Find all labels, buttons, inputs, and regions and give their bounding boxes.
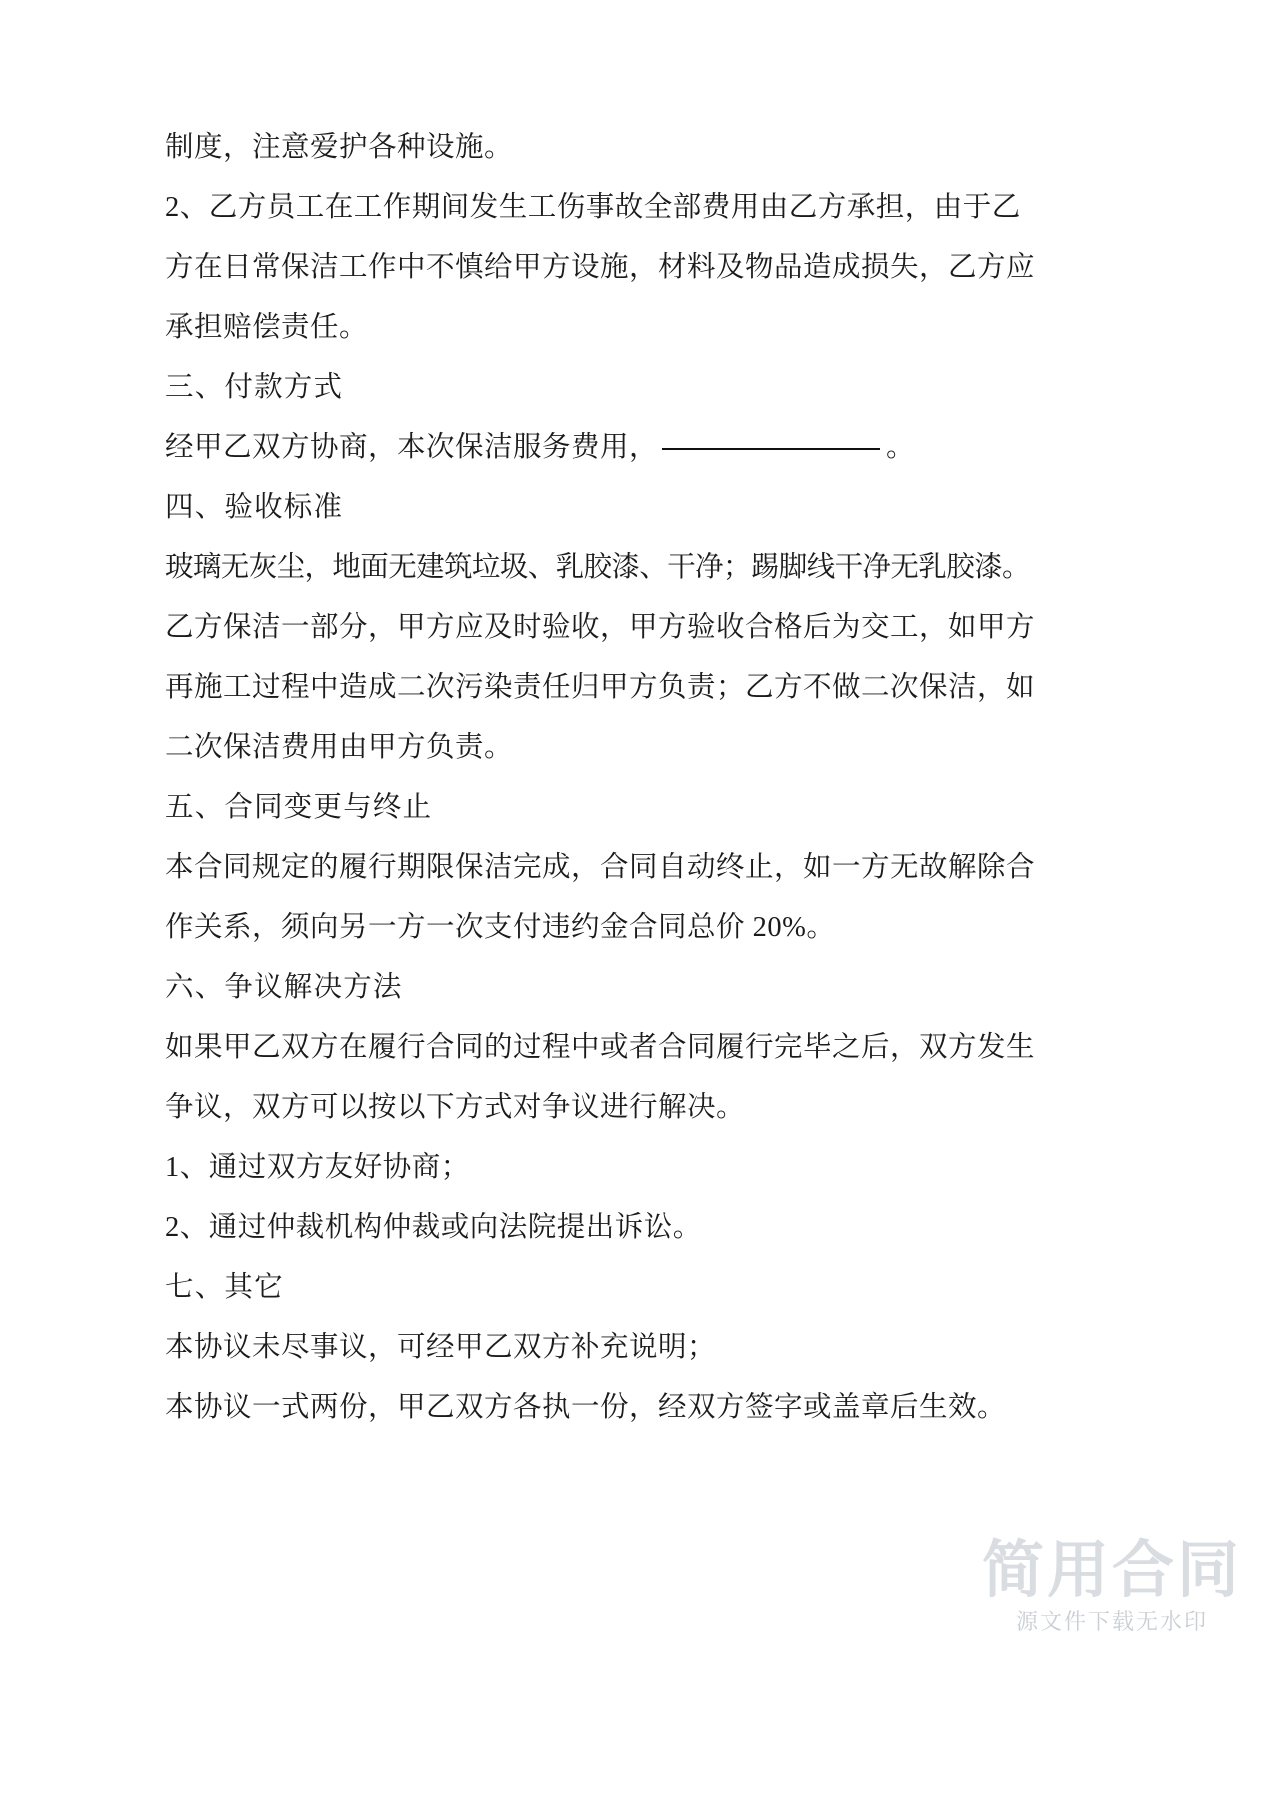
acceptance-line: 二次保洁费用由甲方负责。: [165, 732, 514, 763]
modification-line: 作关系，须向另一方一次支付违约金合同总价 20%。: [165, 912, 836, 943]
watermark: [981, 1533, 1242, 1638]
body-line: 方在日常保洁工作中不慎给甲方设施，材料及物品造成损失，乙方应: [165, 252, 1036, 283]
section-heading-modification: 五、合同变更与终止: [165, 792, 433, 823]
dispute-item: 1、通过双方友好协商；: [165, 1152, 470, 1183]
payment-fee-blank-field[interactable]: [662, 447, 880, 450]
payment-fee-prefix: 经甲乙双方协商，本次保洁服务费用，: [165, 432, 659, 463]
acceptance-line: 再施工过程中造成二次污染责任归甲方负责；乙方不做二次保洁，如: [165, 672, 1036, 703]
dispute-line: 如果甲乙双方在履行合同的过程中或者合同履行完毕之后，双方发生: [165, 1032, 1036, 1063]
acceptance-line: 乙方保洁一部分，甲方应及时验收，甲方验收合格后为交工，如甲方: [165, 612, 1036, 643]
dispute-item: 2、通过仲裁机构仲裁或向法院提出诉讼。: [165, 1212, 702, 1243]
section-heading-payment: 三、付款方式: [165, 372, 344, 403]
watermark-title: 简用合同: [981, 1533, 1242, 1606]
other-line: 本协议一式两份，甲乙双方各执一份，经双方签字或盖章后生效。: [165, 1392, 1007, 1423]
acceptance-line: 玻璃无灰尘，地面无建筑垃圾、乳胶漆、干净；踢脚线干净无乳胶漆。: [165, 552, 1030, 583]
dispute-line: 争议，双方可以按以下方式对争议进行解决。: [165, 1092, 746, 1123]
modification-line: 本合同规定的履行期限保洁完成，合同自动终止，如一方无故解除合: [165, 852, 1036, 883]
body-line: 制度，注意爱护各种设施。: [165, 132, 514, 163]
section-heading-other: 七、其它: [165, 1272, 284, 1303]
section-heading-dispute: 六、争议解决方法: [165, 972, 403, 1003]
other-line: 本协议未尽事议，可经甲乙双方补充说明；: [165, 1332, 717, 1363]
payment-fee-line: [165, 418, 965, 478]
body-line: 承担赔偿责任。: [165, 312, 369, 343]
document-content: [165, 118, 1036, 1438]
payment-fee-suffix: 。: [886, 432, 916, 463]
section-heading-acceptance: 四、验收标准: [165, 492, 344, 523]
watermark-subtitle: 源文件下载无水印: [1015, 1610, 1208, 1635]
body-line: 2、乙方员工在工作期间发生工伤事故全部费用由乙方承担，由于乙: [165, 192, 1021, 223]
